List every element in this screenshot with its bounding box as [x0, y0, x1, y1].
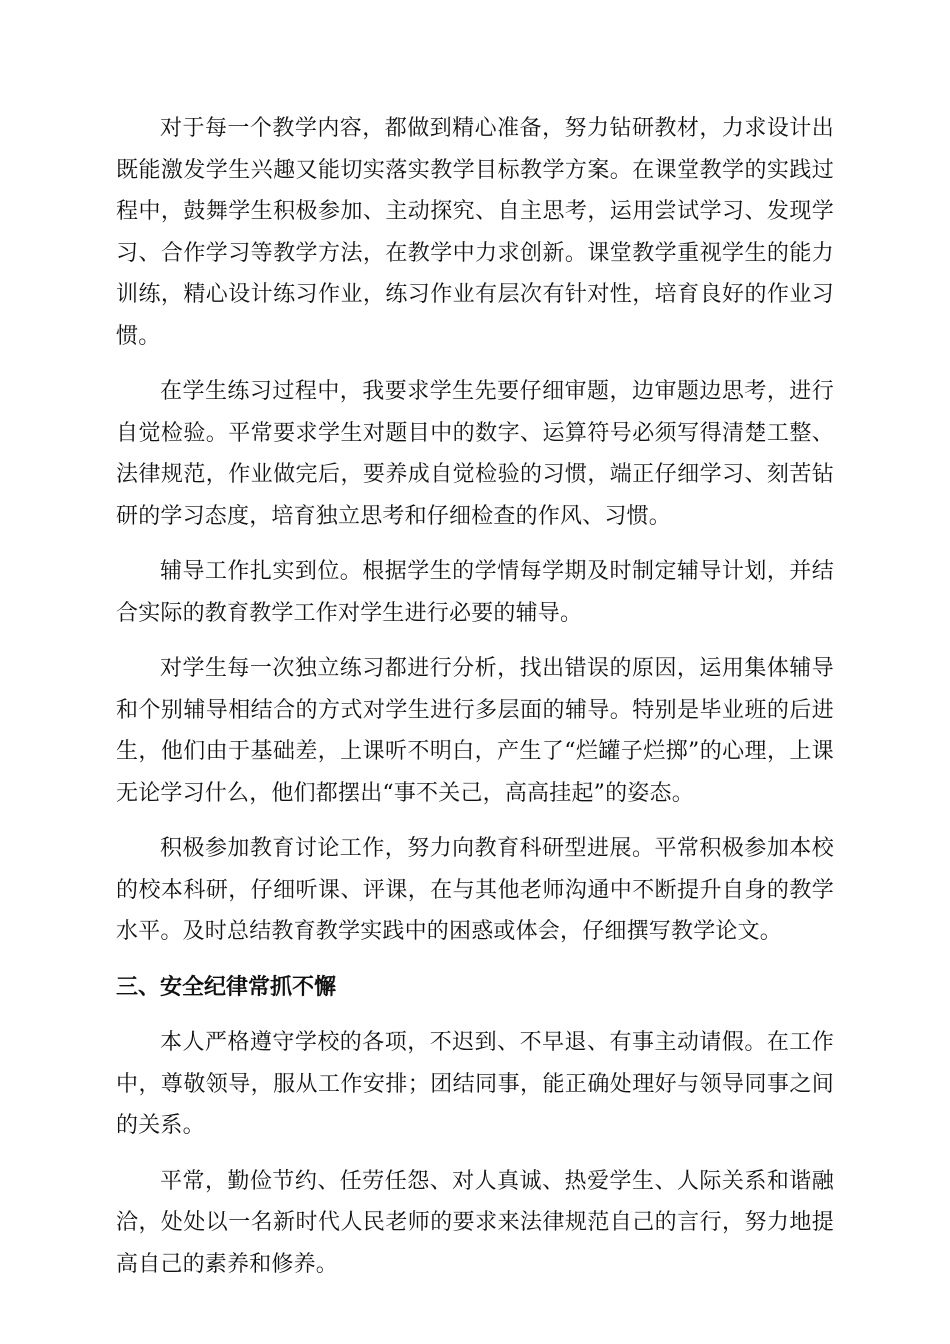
- section-heading: 三、安全纪律常抓不懈: [116, 974, 337, 1000]
- paragraph-lesson-preparation: 对于每一个教学内容，都做到精心准备，努力钻研教材，力求设计出既能激发学生兴趣又能切实落实教学目标教学方案。在课堂教学的实践过程中，鼓舞学生积极参加、主动探究、自主思考，运用尝试学习、发现学习、合作学习等教学方法，在教学中力求创新。课堂教学重视学生的能力训练，精心设计练习作业，练习作业有层次有针对性，培育良好的作业习惯。: [116, 116, 834, 349]
- paragraph-conduct: 平常，勤俭节约、任劳任怨、对人真诚、热爱学生、人际关系和谐融洽，处处以一名新时代人民老师的要求来法律规范自己的言行，努力地提高自己的素养和修养。: [116, 1168, 834, 1277]
- paragraph-practice-process: 在学生练习过程中，我要求学生先要仔细审题，边审题边思考，进行自觉检验。平常要求学生对题目中的数字、运算符号必须写得清楚工整、法律规范，作业做完后，要养成自觉检验的习惯，端正仔细学习、刻苦钻研的学习态度，培育独立思考和仔细检查的作风、习惯。: [116, 379, 834, 529]
- paragraph-research: 积极参加教育讨论工作，努力向教育科研型进展。平常积极参加本校的校本科研，仔细听课、评课，在与其他老师沟通中不断提升自身的教学水平。及时总结教育教学实践中的困惑或体会，仔细撰写教学论文。: [116, 836, 834, 944]
- paragraph-tutoring: 辅导工作扎实到位。根据学生的学情每学期及时制定辅导计划，并结合实际的教育教学工作对学生进行必要的辅导。: [116, 559, 834, 626]
- document-page: [116, 108, 834, 1299]
- paragraph-discipline: 本人严格遵守学校的各项，不迟到、不早退、有事主动请假。在工作中，尊敬领导，服从工作安排；团结同事，能正确处理好与领导同事之间的关系。: [116, 1030, 834, 1138]
- paragraph-error-analysis: 对学生每一次独立练习都进行分析，找出错误的原因，运用集体辅导和个别辅导相结合的方式对学生进行多层面的辅导。特别是毕业班的后进生，他们由于基础差，上课听不明白，产生了“烂罐子烂掷”的心理，上课无论学习什么，他们都摆出“事不关己，高高挂起”的姿态。: [116, 656, 834, 806]
